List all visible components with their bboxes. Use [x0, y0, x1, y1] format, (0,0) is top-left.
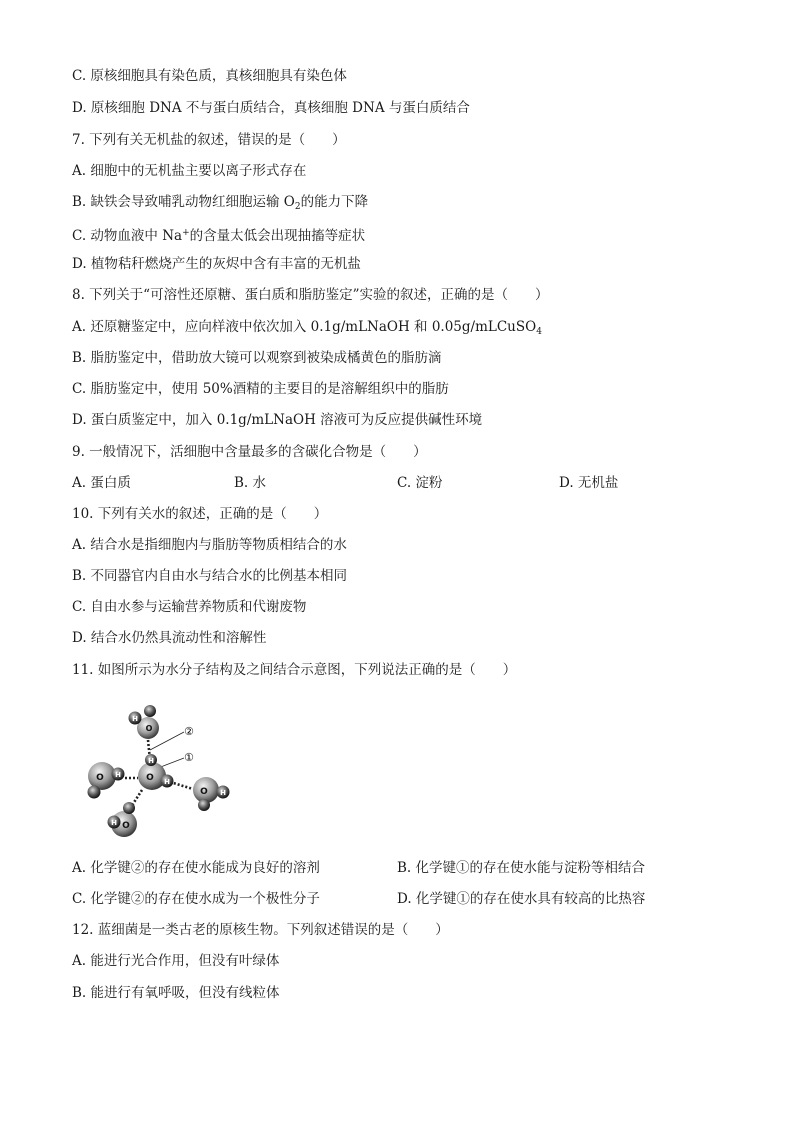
water-molecule-center — [138, 754, 174, 790]
svg-text:H: H — [220, 789, 226, 797]
svg-text:H: H — [164, 778, 170, 786]
option-9c: C. 淀粉 — [397, 475, 443, 491]
option-11d: D. 化学键①的存在使水具有较高的比热容 — [397, 891, 646, 907]
svg-text:H: H — [111, 819, 117, 827]
water-molecule-figure — [78, 694, 246, 844]
bond-label-2: ② — [184, 725, 194, 738]
option-7c — [72, 224, 365, 245]
question-11: 11. 如图所示为水分子结构及之间结合示意图，下列说法正确的是（ ） — [72, 662, 517, 678]
svg-text:O: O — [200, 787, 208, 797]
svg-text:H: H — [115, 771, 121, 779]
question-12: 12. 蓝细菌是一类古老的原核生物。下列叙述错误的是（ ） — [72, 922, 449, 938]
water-molecule-diagram — [78, 694, 246, 844]
option-9d: D. 无机盐 — [559, 475, 619, 491]
option-7b-text: B. 缺铁会导致哺乳动物红细胞运输 O — [72, 194, 295, 210]
superscript: + — [182, 228, 190, 238]
option-9b: B. 水 — [234, 475, 267, 491]
option-8a-text: A. 还原糖鉴定中，应向样液中依次加入 0.1g/mLNaOH 和 0.05g/mLCuSO — [72, 319, 537, 335]
question-7: 7. 下列有关无机盐的叙述，错误的是（ ） — [72, 132, 346, 148]
option-11b: B. 化学键①的存在使水能与淀粉等相结合 — [397, 860, 646, 876]
svg-text:H: H — [148, 757, 154, 765]
option-8c: C. 脂肪鉴定中，使用 50%酒精的主要目的是溶解组织中的脂肪 — [72, 381, 449, 397]
option-12a: A. 能进行光合作用，但没有叶绿体 — [72, 953, 280, 969]
question-10: 10. 下列有关水的叙述，正确的是（ ） — [72, 506, 328, 522]
water-molecule-bottom — [108, 802, 138, 837]
water-molecule-right — [193, 777, 230, 811]
option-11a: A. 化学键②的存在使水能成为良好的溶剂 — [72, 860, 320, 876]
option-8d: D. 蛋白质鉴定中，加入 0.1g/mLNaOH 溶液可为反应提供碱性环境 — [72, 412, 483, 428]
option-7a: A. 细胞中的无机盐主要以离子形式存在 — [72, 163, 307, 179]
option-6c: C. 原核细胞具有染色质，真核细胞具有染色体 — [72, 68, 347, 84]
option-10d: D. 结合水仍然具流动性和溶解性 — [72, 630, 267, 646]
option-11c: C. 化学键②的存在使水成为一个极性分子 — [72, 891, 320, 907]
option-7b-tail: 的能力下降 — [300, 194, 369, 210]
svg-text:H: H — [132, 715, 138, 723]
option-12b: B. 能进行有氧呼吸，但没有线粒体 — [72, 985, 280, 1001]
option-10b: B. 不同器官内自由水与结合水的比例基本相同 — [72, 568, 348, 584]
subscript: 2 — [294, 202, 301, 212]
option-9a: A. 蛋白质 — [72, 475, 131, 491]
svg-text:O: O — [122, 821, 130, 831]
subscript: 4 — [536, 327, 542, 337]
option-8b: B. 脂肪鉴定中，借助放大镜可以观察到被染成橘黄色的脂肪滴 — [72, 350, 442, 366]
option-7b — [72, 193, 368, 216]
question-9: 9. 一般情况下，活细胞中含量最多的含碳化合物是（ ） — [72, 444, 427, 460]
option-6d: D. 原核细胞 DNA 不与蛋白质结合，真核细胞 DNA 与蛋白质结合 — [72, 100, 470, 116]
option-7c-text: C. 动物血液中 Na — [72, 228, 183, 244]
bond-label-1: ① — [184, 751, 194, 764]
water-molecule-top — [129, 705, 160, 739]
svg-text:O: O — [146, 773, 154, 783]
option-10c: C. 自由水参与运输营养物质和代谢废物 — [72, 599, 307, 615]
question-8: 8. 下列关于“可溶性还原糖、蛋白质和脂肪鉴定”实验的叙述，正确的是（ ） — [72, 287, 549, 303]
option-7d: D. 植物秸秆燃烧产生的灰烬中含有丰富的无机盐 — [72, 256, 361, 272]
svg-text:O: O — [96, 773, 104, 783]
water-molecule-left — [88, 762, 125, 799]
svg-text:O: O — [145, 724, 153, 733]
option-8a — [72, 318, 542, 341]
option-7c-tail: 的含量太低会出现抽搐等症状 — [189, 228, 366, 244]
option-10a: A. 结合水是指细胞内与脂肪等物质相结合的水 — [72, 537, 347, 553]
